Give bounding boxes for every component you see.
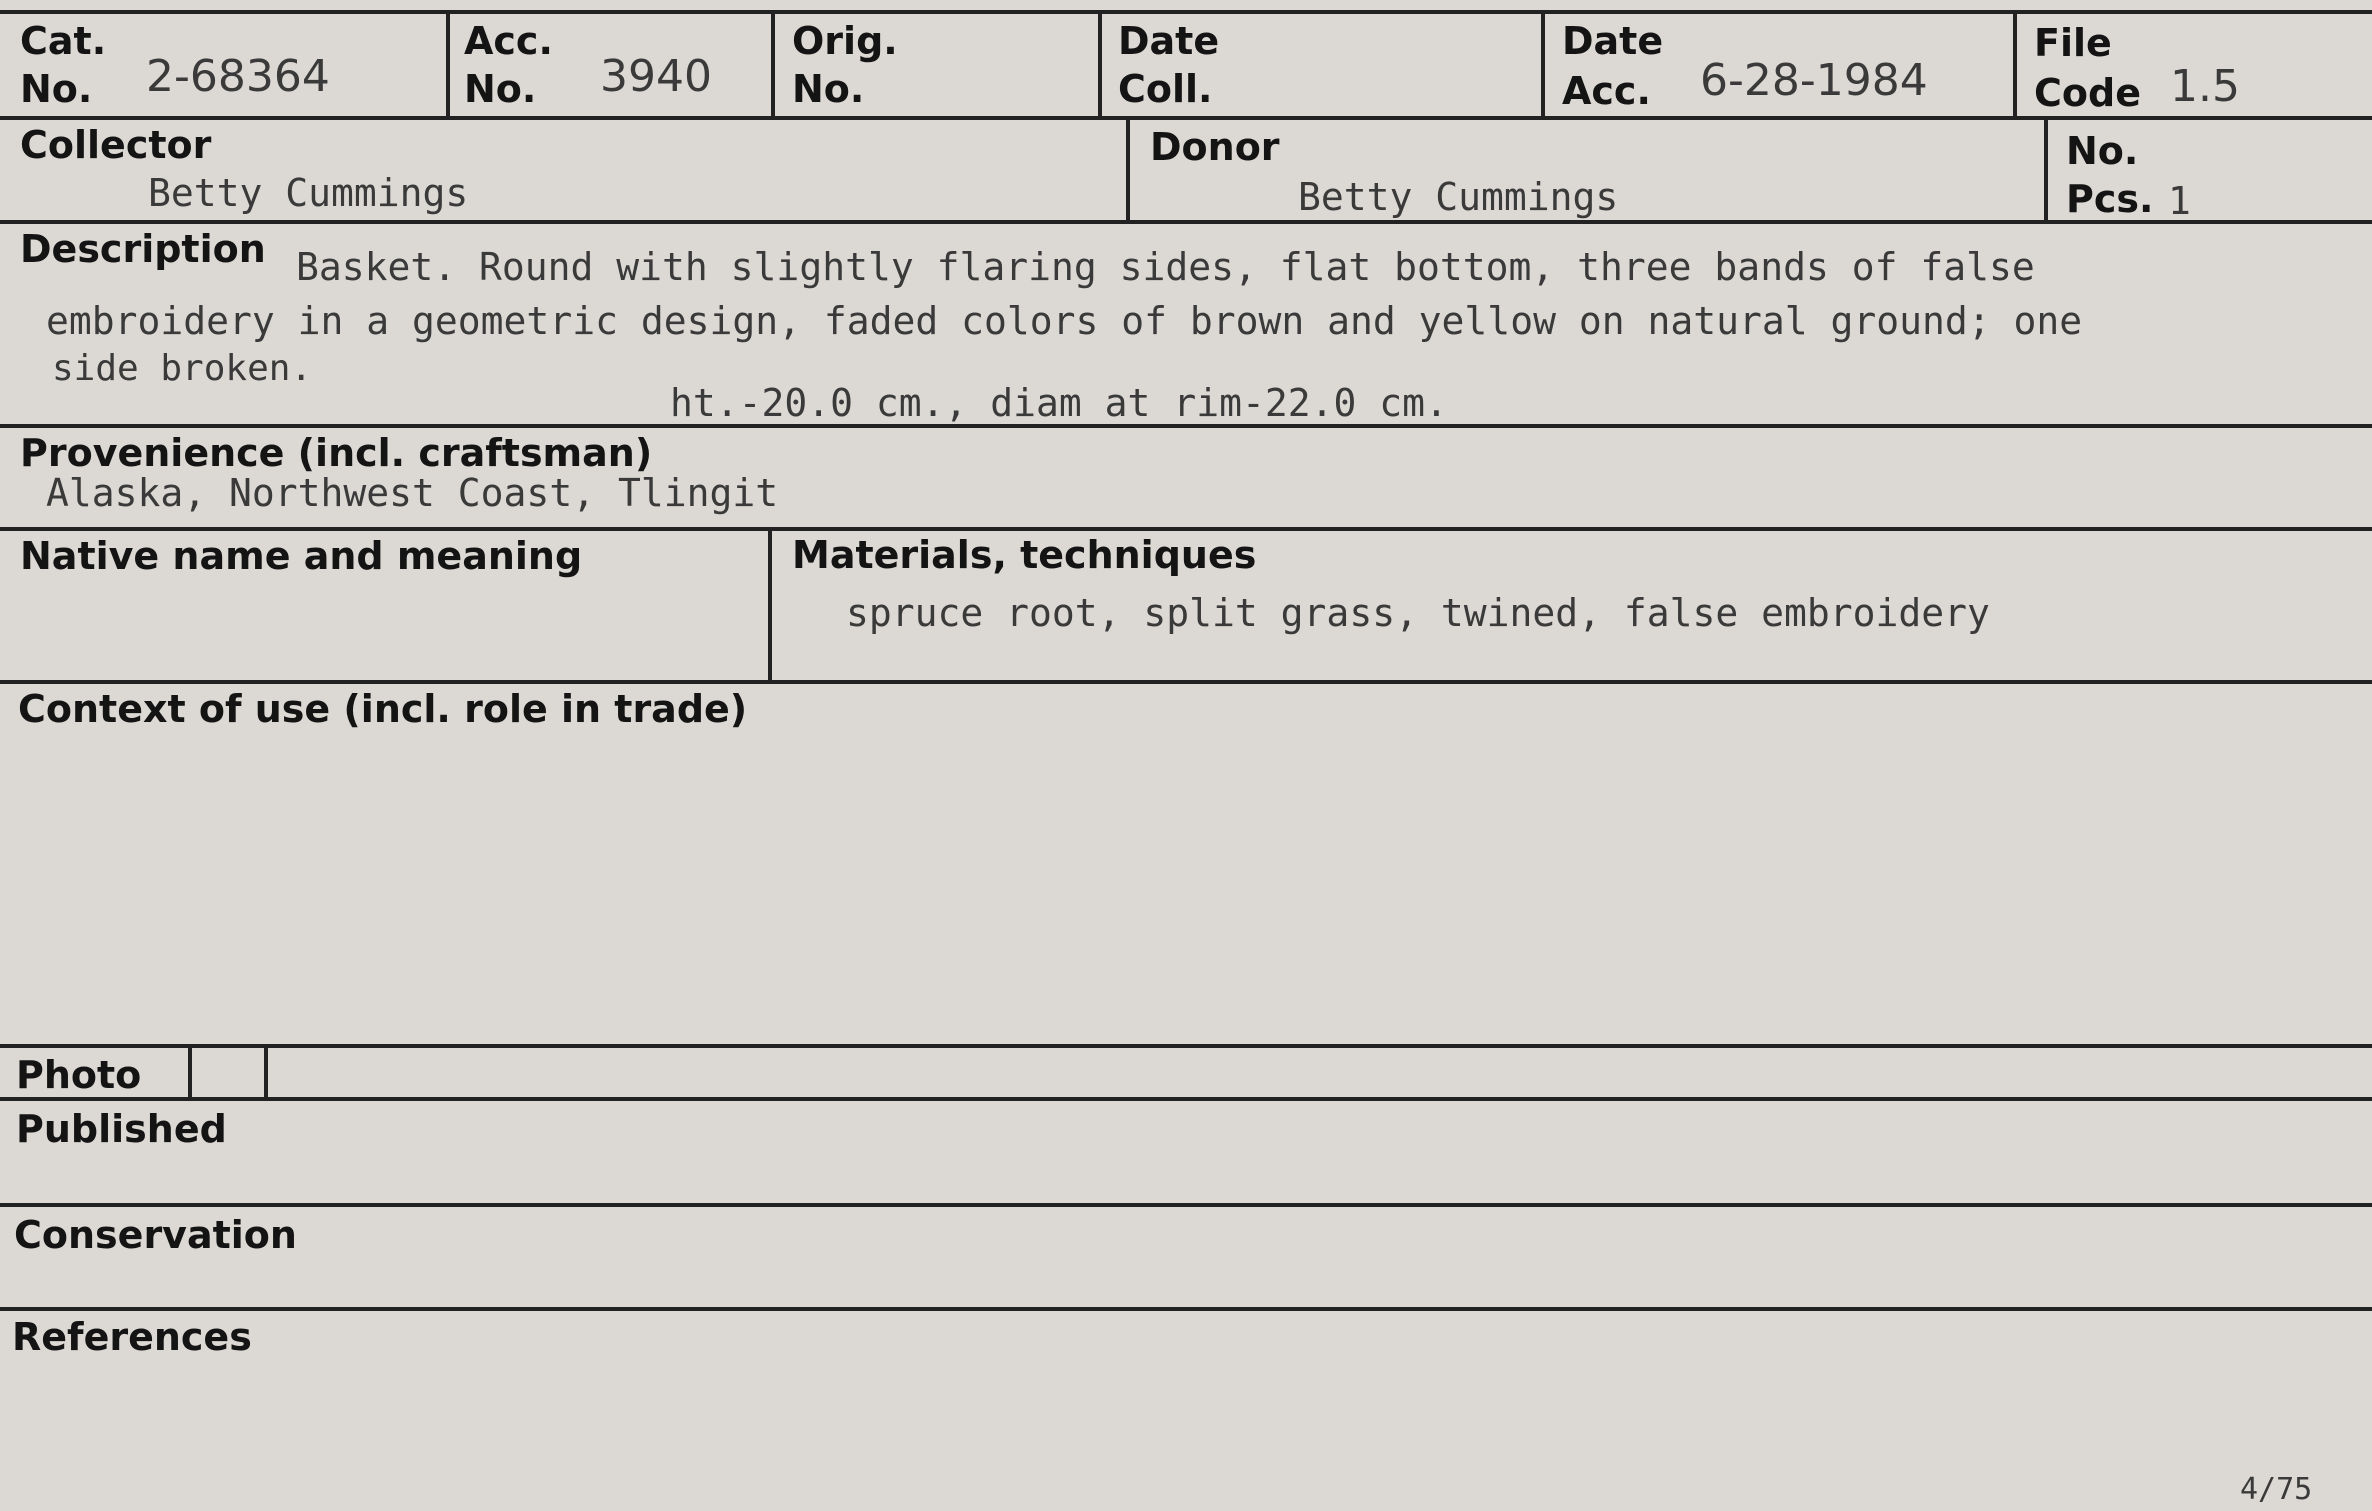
acc-date-label: Acc. bbox=[1562, 69, 1651, 113]
orig-label: Orig. bbox=[792, 19, 898, 63]
donor-label: Donor bbox=[1150, 125, 1280, 169]
native-name-label: Native name and meaning bbox=[20, 534, 583, 578]
rule-v-cat bbox=[446, 10, 450, 118]
provenience-label: Provenience (incl. craftsman) bbox=[20, 431, 653, 475]
file-label: File bbox=[2034, 21, 2112, 65]
pieces-no-label: No. bbox=[2066, 129, 2139, 173]
acc-label: Acc. bbox=[464, 19, 553, 63]
rule-photo-bottom bbox=[0, 1097, 2372, 1101]
published-label: Published bbox=[16, 1107, 227, 1151]
provenience-value: Alaska, Northwest Coast, Tlingit bbox=[46, 471, 779, 515]
description-line-3: side broken. bbox=[52, 348, 313, 389]
date-coll-label: Date bbox=[1118, 19, 1220, 63]
rule-conservation-bottom bbox=[0, 1307, 2372, 1311]
description-line-4: ht.-20.0 cm., diam at rim-22.0 cm. bbox=[670, 381, 1448, 425]
date-acc-value: 6-28-1984 bbox=[1700, 55, 1928, 106]
cat-label: Cat. bbox=[20, 19, 107, 63]
orig-no-label: No. bbox=[792, 67, 865, 111]
file-code-value: 1.5 bbox=[2170, 61, 2240, 112]
rule-v-photo-2 bbox=[264, 1046, 268, 1098]
rule-v-photo-1 bbox=[188, 1046, 192, 1098]
rule-v-collector bbox=[1126, 118, 1130, 222]
rule-context-bottom bbox=[0, 1044, 2372, 1048]
rule-collector-bottom bbox=[0, 220, 2372, 224]
coll-label: Coll. bbox=[1118, 67, 1213, 111]
rule-v-donor bbox=[2044, 118, 2048, 222]
acc-no-label: No. bbox=[464, 67, 537, 111]
rule-v-native bbox=[768, 528, 772, 682]
description-label: Description bbox=[20, 227, 266, 271]
conservation-label: Conservation bbox=[14, 1213, 297, 1257]
rule-v-dateacc bbox=[2013, 10, 2017, 118]
code-label: Code bbox=[2034, 71, 2141, 115]
rule-v-acc bbox=[771, 10, 775, 118]
photo-label: Photo bbox=[16, 1053, 142, 1097]
cat-no-label: No. bbox=[20, 67, 93, 111]
date-acc-label: Date bbox=[1562, 19, 1664, 63]
collector-label: Collector bbox=[20, 123, 212, 167]
acc-no-value: 3940 bbox=[600, 51, 712, 102]
rule-materials-bottom bbox=[0, 680, 2372, 684]
rule-published-bottom bbox=[0, 1203, 2372, 1207]
rule-v-orig bbox=[1098, 10, 1102, 118]
donor-value: Betty Cummings bbox=[1298, 175, 1619, 219]
rule-v-datecoll bbox=[1541, 10, 1545, 118]
materials-value: spruce root, split grass, twined, false embroidery bbox=[846, 591, 1990, 635]
rule-provenience-bottom bbox=[0, 527, 2372, 531]
pieces-value: 1 bbox=[2168, 179, 2191, 223]
description-line-1: Basket. Round with slightly flaring sides, flat bottom, three bands of false bbox=[296, 245, 2035, 289]
context-label: Context of use (incl. role in trade) bbox=[18, 687, 748, 731]
references-label: References bbox=[12, 1315, 252, 1359]
collector-value: Betty Cummings bbox=[148, 171, 469, 215]
pieces-pcs-label: Pcs. bbox=[2066, 177, 2154, 221]
description-line-2: embroidery in a geometric design, faded colors of brown and yellow on natural ground; one bbox=[46, 299, 2083, 343]
materials-label: Materials, techniques bbox=[792, 533, 1257, 577]
form-number: 4/75 bbox=[2240, 1472, 2313, 1507]
cat-no-value: 2-68364 bbox=[146, 51, 330, 102]
